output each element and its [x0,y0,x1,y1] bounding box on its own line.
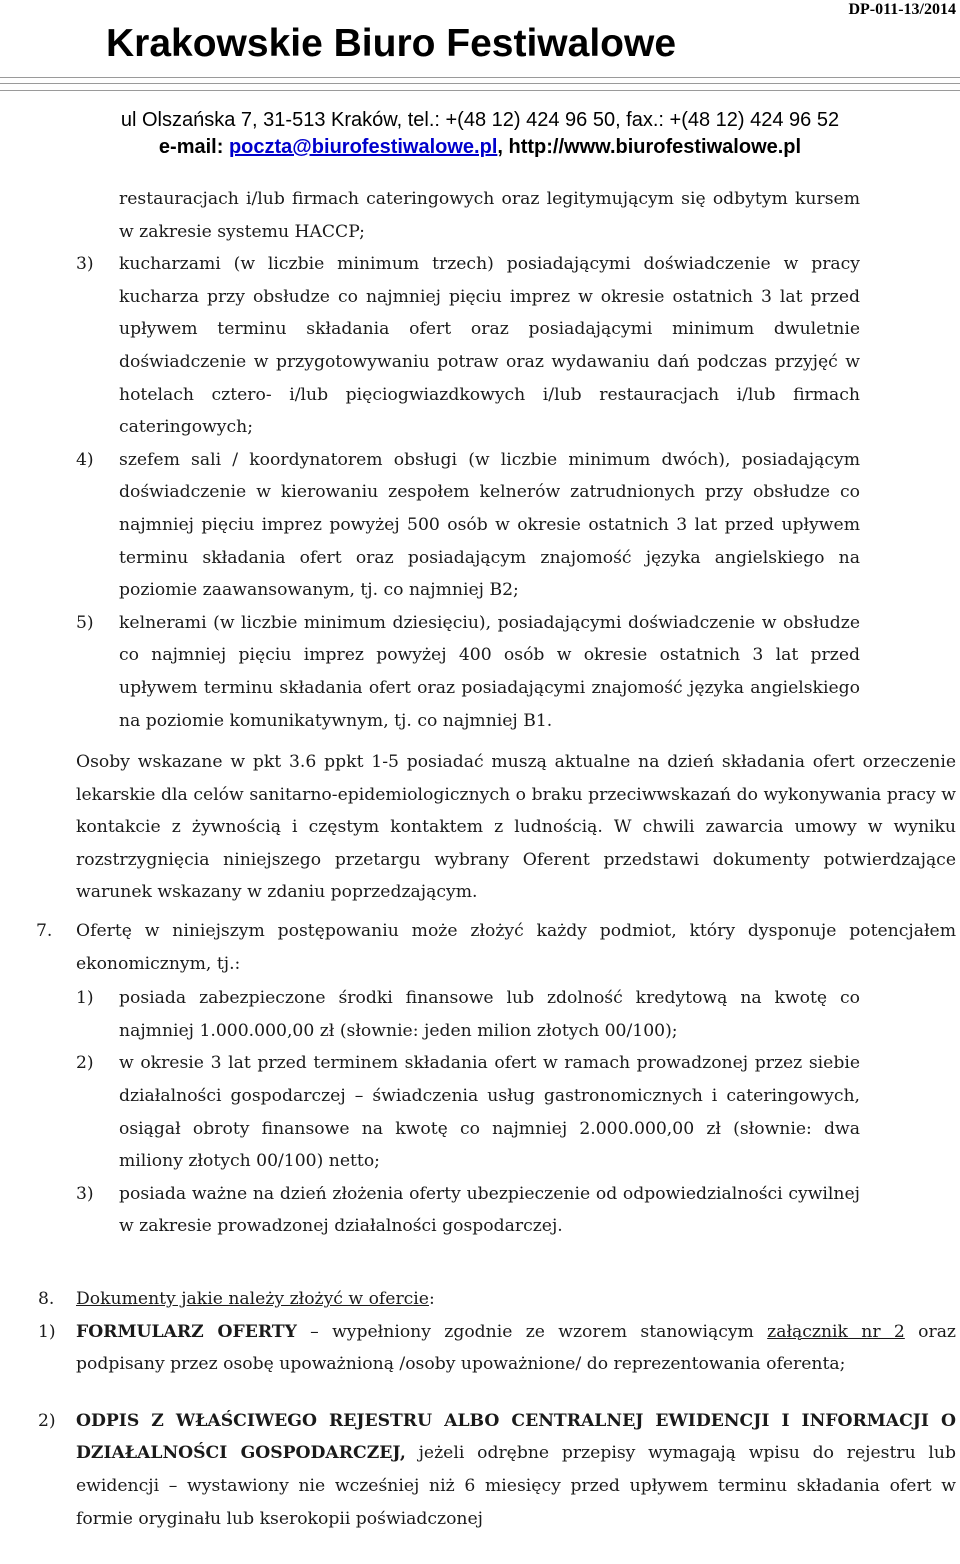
document-title: FORMULARZ OFERTY [76,1321,297,1342]
attachment-reference: załącznik nr 2 [767,1321,905,1342]
organization-name: Krakowskie Biuro Festiwalowe [106,22,677,65]
document-reference: DP-011-13/2014 [848,1,956,18]
contact-address: ul Olszańska 7, 31-513 Kraków, tel.: +(48 12) 424 96 50, fax.: +(48 12) 424 96 52 [120,109,840,131]
list-number: 4) [76,449,94,470]
email-link[interactable]: poczta@biurofestiwalowe.pl [228,136,498,158]
header-divider [0,90,960,91]
health-requirements-paragraph: Osoby wskazane w pkt 3.6 ppkt 1-5 posiadać muszą aktualne na dzień składania ofert orzeczenie lekarskie dla celów sanitarno-epidemiologicznych o braku przeciwwskazań do wykonywania pracy w kontakcie z żywnością i częstym kontaktem z ludnością. W chwili zawarcia umowy w wyniku rozstrzygnięcia niniejszego przetargu wybrany Oferent przedstawi dokumenty potwierdzające warunek wskazany w zdaniu poprzedzającym. [76,752,956,903]
list-number: 1) [76,988,94,1009]
list-text: posiada ważne na dzień złożenia oferty ubezpieczenie od odpowiedzialności cywilnej w zakresie prowadzonej działalności gospodarczej. [119,1183,860,1237]
list-item [0,1047,860,1177]
section-7 [0,915,956,980]
list-text: w okresie 3 lat przed terminem składania ofert w ramach prowadzonej przez siebie działalności gospodarczej – świadczenia usług gastronomicznych i cateringowych, osiągał obroty finansowe na kwotę co najmniej 2.000.000,00 zł (słownie: dwa miliony złotych 00/100) netto; [119,1053,860,1172]
email-label: e-mail: [158,136,224,158]
list-number: 3) [76,1183,94,1204]
list-text: posiada zabezpieczone środki finansowe lub zdolność kredytową na kwotę co najmniej 1.000.000,00 zł (słownie: jeden milion złotych 00/100); [119,988,860,1041]
list-text: kucharzami (w liczbie minimum trzech) posiadającymi doświadczenie w pracy kucharza przy obsłudze co najmniej pięciu imprez w okresie ostatnich 3 lat przed upływem terminu składania ofert oraz posiadającymi minimum dwuletnie doświadczenie w przygotowywaniu potraw oraz wydawaniu dań podczas przyjęć w hotelach cztero- i/lub pięciogwiazdkowych i/lub restauracjach i/lub firmach cateringowych; [119,254,860,438]
list-item [0,444,860,607]
list-text: ODPIS Z WŁAŚCIWEGO REJESTRU ALBO CENTRALNEJ EWIDENCJI I INFORMACJI O DZIAŁALNOŚCI GOSPODARCZEJ, jeżeli odrębne przepisy wymagają wpisu do rejestru lub ewidencji – wystawiony nie wcześniej niż 6 miesięcy przed upływem terminu składania ofert w formie oryginału lub kserokopii poświadczonej [76,1410,956,1529]
list-item [0,982,860,1047]
section-number: 8. [38,1289,55,1309]
list-text: szefem sali / koordynatorem obsługi (w liczbie minimum dwóch), posiadającym doświadczenie w kierowaniu zespołem kelnerów zatrudnionych przy obsłudze co najmniej pięciu imprez powyżej 500 osób w okresie ostatnich 3 lat przed upływem terminu składania ofert oraz posiadającym znajomość języka angielskiego na poziomie zaawansowanym, tj. co najmniej B2; [119,449,860,601]
section-number: 7. [36,921,53,942]
list-text: FORMULARZ OFERTY – wypełniony zgodnie ze wzorem stanowiącym załącznik nr 2 oraz podpisany przez osobę upoważnioną /osoby upoważnione/ do reprezentowania oferenta; [76,1321,956,1375]
continuation-item [0,183,860,248]
list-number: 2) [76,1053,94,1074]
section-text: Ofertę w niniejszym postępowaniu może złożyć każdy podmiot, który dysponuje potencjałem ekonomicznym, tj.: [76,921,956,974]
section-heading: Dokumenty jakie należy złożyć w ofercie: [76,1289,435,1309]
list-item [0,1178,860,1243]
list-text: kelnerami (w liczbie minimum dziesięciu), posiadającymi doświadczenie w obsłudze co najmniej pięciu imprez powyżej 400 osób w okresie ostatnich 3 lat przed upływem terminu składania ofert oraz posiadającymi znajomość języka angielskiego na poziomie komunikatywnym, tj. co najmniej B1. [119,612,860,731]
document-item [0,1316,956,1381]
section-8-heading [0,1283,960,1316]
header-divider [0,83,960,84]
list-number: 2) [38,1410,56,1431]
contact-email-line [0,134,960,160]
document-item [0,1405,956,1535]
list-number: 3) [76,254,94,275]
list-item [0,248,860,444]
document-body [0,183,960,1535]
list-number: 5) [76,612,94,633]
website-text: , http://www.biurofestiwalowe.pl [497,136,802,158]
document-title: ODPIS Z WŁAŚCIWEGO REJESTRU ALBO CENTRALNEJ EWIDENCJI I INFORMACJI O DZIAŁALNOŚCI GOSPODARCZEJ, [76,1410,956,1464]
list-item [0,607,860,737]
header-divider [0,77,960,78]
list-number: 1) [38,1321,56,1342]
list-text: restauracjach i/lub firmach cateringowych oraz legitymującym się odbytym kursem w zakresie systemu HACCP; [119,189,860,242]
